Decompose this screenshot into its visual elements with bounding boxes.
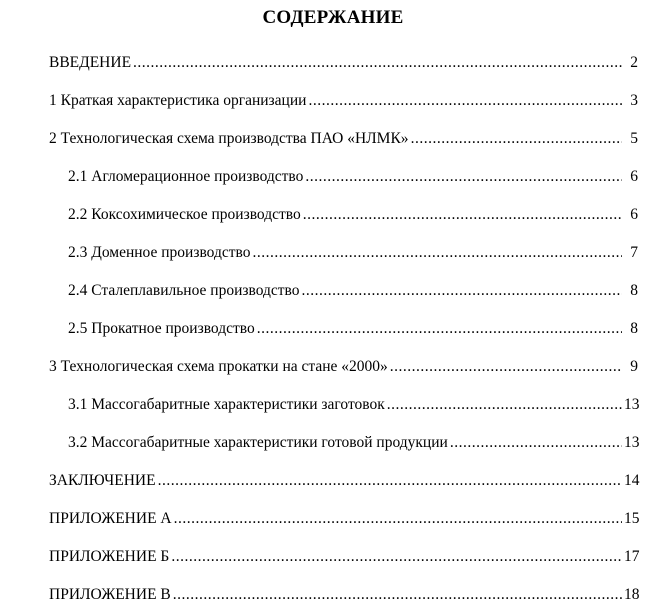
toc-page-number: 8 <box>630 320 638 337</box>
toc-page-number: 2 <box>630 54 638 71</box>
toc-page-number: 18 <box>624 586 640 603</box>
toc-entry-text: 2.1 Агломерационное производство <box>68 168 304 185</box>
toc-title: СОДЕРЖАНИЕ <box>262 7 404 28</box>
dot-leader <box>174 510 622 528</box>
toc-page-number: 9 <box>630 358 638 375</box>
toc-entry-appendix-a[interactable] <box>0 496 666 534</box>
toc-page-number: 3 <box>630 92 638 109</box>
toc-entry-text: 3 Технологическая схема прокатки на стане «2000» <box>49 358 388 375</box>
dot-leader <box>303 206 622 224</box>
toc-entry-text: 2.5 Прокатное производство <box>68 320 255 337</box>
toc-entry-text: 2 Технологическая схема производства ПАО «НЛМК» <box>49 130 409 147</box>
toc-entry-text: 2.4 Сталеплавильное производство <box>68 282 300 299</box>
dot-leader <box>257 320 622 338</box>
toc-entry-section-2-2[interactable] <box>0 192 666 230</box>
dot-leader <box>450 434 622 452</box>
dot-leader <box>390 358 622 376</box>
toc-page-number: 6 <box>630 206 638 223</box>
toc-page-number: 8 <box>630 282 638 299</box>
dot-leader <box>387 396 622 414</box>
toc-entry-section-2-5[interactable] <box>0 306 666 344</box>
dot-leader <box>411 130 622 148</box>
toc-entry-appendix-v[interactable] <box>0 572 666 610</box>
toc-entry-section-2-1[interactable] <box>0 154 666 192</box>
toc-entry-text: ПРИЛОЖЕНИЕ А <box>49 510 172 527</box>
toc-page-number: 13 <box>624 396 640 413</box>
toc-entry-section-3-2[interactable] <box>0 420 666 458</box>
dot-leader <box>158 472 622 490</box>
toc-entry-section-3[interactable] <box>0 344 666 382</box>
dot-leader <box>171 548 622 566</box>
toc-page-number: 13 <box>624 434 640 451</box>
toc-page-number: 6 <box>630 168 638 185</box>
dot-leader <box>305 168 622 186</box>
toc-page-number: 14 <box>624 472 640 489</box>
toc-entry-conclusion[interactable] <box>0 458 666 496</box>
dot-leader <box>133 54 622 72</box>
toc-entry-text: 2.2 Коксохимическое производство <box>68 206 301 223</box>
toc-entry-text: 3.1 Массогабаритные характеристики заготовок <box>68 396 385 413</box>
toc-page-number: 15 <box>624 510 640 527</box>
toc-entry-introduction[interactable] <box>0 40 666 78</box>
toc-entry-text: ВВЕДЕНИЕ <box>49 54 132 71</box>
toc-list <box>0 40 666 610</box>
toc-page-number: 7 <box>630 244 638 261</box>
toc-entry-appendix-b[interactable] <box>0 534 666 572</box>
toc-entry-section-1[interactable] <box>0 78 666 116</box>
toc-page-number: 5 <box>630 130 638 147</box>
toc-entry-section-2-3[interactable] <box>0 230 666 268</box>
toc-entry-text: ПРИЛОЖЕНИЕ В <box>49 586 171 603</box>
toc-entry-text: ЗАКЛЮЧЕНИЕ <box>49 472 156 489</box>
toc-entry-section-3-1[interactable] <box>0 382 666 420</box>
toc-page-number: 17 <box>624 548 640 565</box>
dot-leader <box>173 586 622 604</box>
toc-entry-text: 2.3 Доменное производство <box>68 244 251 261</box>
toc-entry-section-2-4[interactable] <box>0 268 666 306</box>
dot-leader <box>252 244 622 262</box>
toc-entry-text: ПРИЛОЖЕНИЕ Б <box>49 548 170 565</box>
toc-entry-text: 3.2 Массогабаритные характеристики готовой продукции <box>68 434 448 451</box>
dot-leader <box>308 92 622 110</box>
toc-entry-section-2[interactable] <box>0 116 666 154</box>
toc-entry-text: 1 Краткая характеристика организации <box>49 92 307 109</box>
dot-leader <box>302 282 622 300</box>
